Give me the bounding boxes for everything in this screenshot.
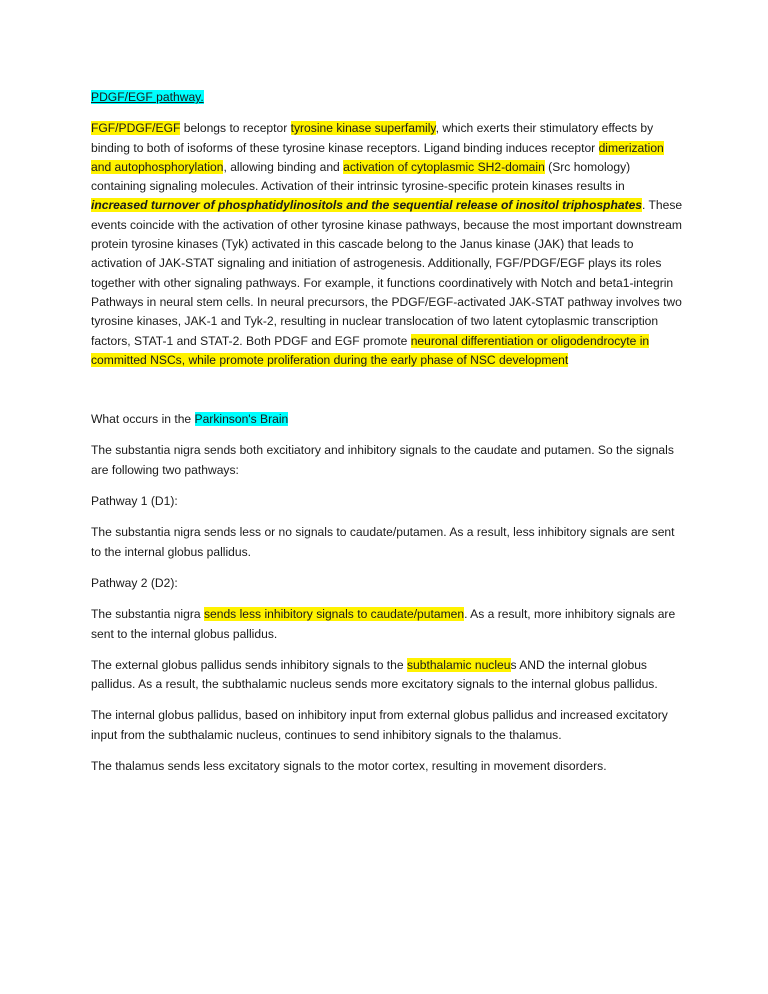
highlight-sh2-domain: activation of cytoplasmic SH2-domain [343,159,545,174]
text-run: , which exerts their stimulatory effects by binding to both of isoforms of these tyrosine kinase receptors. Ligand binding induces receptor [91,121,654,155]
text-run: The substantia nigra [91,607,204,622]
pathway1-label: Pathway 1 (D1): [91,494,178,509]
text-run: , allowing binding and [223,159,344,174]
section-heading-parkinsons [91,410,683,429]
highlight-subthalamic: subthalamic nucleu [406,657,511,672]
pathway2-label: Pathway 2 (D2): [91,575,178,590]
highlight-phosphatidylinositols: increased turnover of phosphatidylinositols and the sequential release of inositol triphosphates [91,198,643,213]
text-run: . As a result, more inhibitory signals are sent to the internal globus pallidus. [91,607,676,641]
highlight-tyrosine-kinase: tyrosine kinase superfamily [290,121,436,136]
text-run: (Src homology) containing signaling molecules. Activation of their intrinsic tyrosine-specific protein kinases results in [91,159,631,194]
pathway2-text [91,605,683,644]
section-spacer [91,382,683,410]
heading-prefix: What occurs in the [91,412,195,427]
external-globus-paragraph [91,656,683,695]
highlight-fgf-pdgf-egf: FGF/PDGF/EGF [91,121,181,136]
substantia-nigra-paragraph: The substantia nigra sends both excitiatory and inhibitory signals to the caudate and putamen. So the signals are following two pathways: [91,443,674,477]
pathway1-text: The substantia nigra sends less or no signals to caudate/putamen. As a result, less inhibitory signals are sent to the internal globus pallidus. [91,525,675,559]
text-run: The external globus pallidus sends inhibitory signals to the [91,657,407,672]
text-run: . These events coincide with the activation of other tyrosine kinase pathways, because the most important downstream protein tyrosine kinases (Tyk) activated in this cascade belong to the Janus kinase (JAK) that leads to activation of JAK-STAT signaling and initiation of astrogenesis. Additionally, FGF/PDGF/EGF plays its roles together with other signaling pathways. For example, it functions coordinatively with Notch and beta1-integrin Pathways in neural stem cells. In neural precursors, the PDGF/EGF-activated JAK-STAT pathway involves two tyrosine kinases, JAK-1 and Tyk-2, resulting in nuclear translocation of two latent cytoplasmic transcription factors, STAT-1 and STAT-2. Both PDGF and EGF promote [91,198,683,348]
text-run: belongs to receptor [180,121,291,136]
highlight-dimerization: dimerization and autophosphorylation [91,140,664,174]
highlight-parkinsons-brain: Parkinson's Brain [194,412,289,427]
highlight-less-inhibitory: sends less inhibitory signals to caudate/putamen [203,607,465,622]
document-page [91,88,683,788]
highlight-neuronal-differentiation: neuronal differentiation or oligodendrocyte in committed NSCs, while promote proliferation during the early phase of NSC development [91,333,650,367]
text-run: s AND the internal globus pallidus. As a result, the subthalamic nucleus sends more excitatory signals to the internal globus pallidus. [91,657,658,692]
thalamus-paragraph: The thalamus sends less excitatory signals to the motor cortex, resulting in movement disorders. [91,759,607,774]
heading-text: PDGF/EGF pathway. [91,90,204,104]
section-heading-pdgf-egf [91,88,683,107]
internal-globus-paragraph: The internal globus pallidus, based on inhibitory input from external globus pallidus and increased excitatory input from the subthalamic nucleus, continues to send inhibitory signals to the thalamus. [91,708,668,742]
pdgf-egf-paragraph [91,119,683,370]
